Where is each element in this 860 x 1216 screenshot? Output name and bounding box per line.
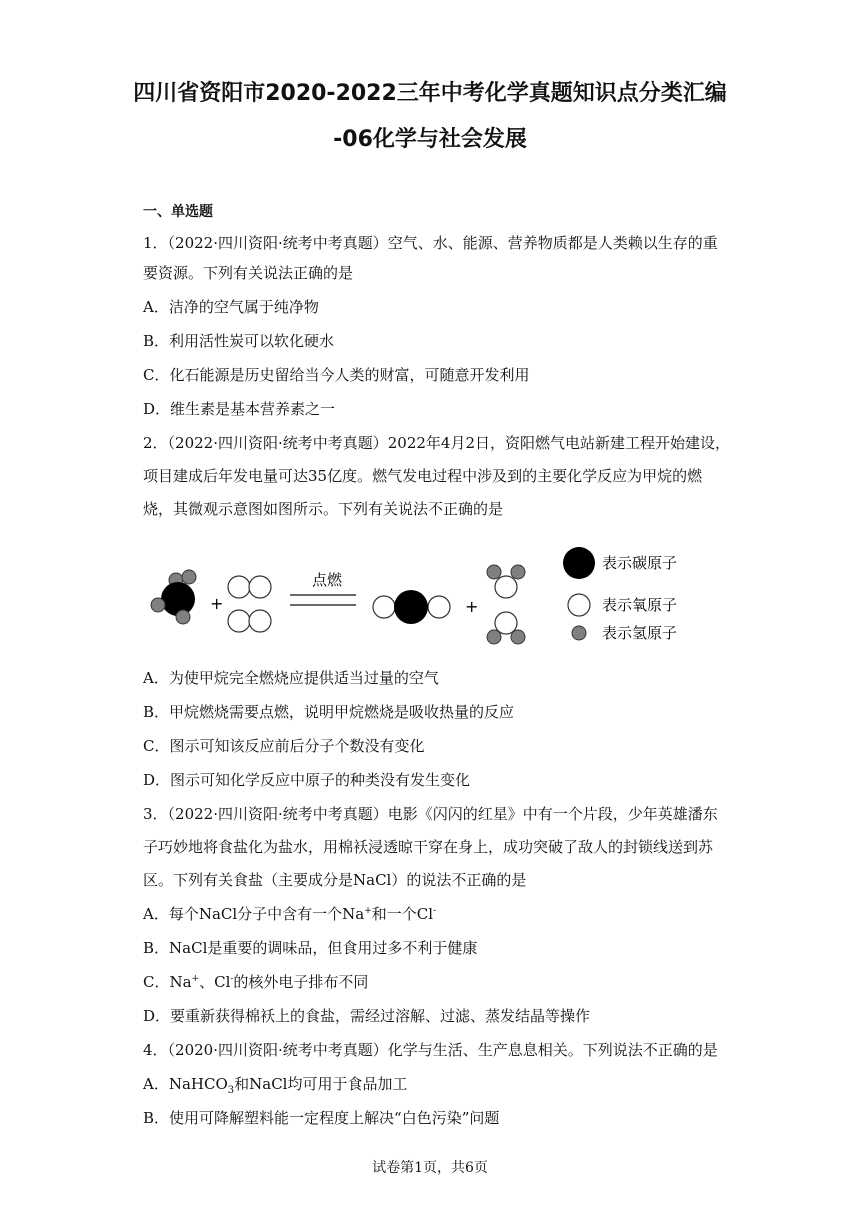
plus-sign-2: +	[465, 597, 479, 616]
q3-option-a-text: A．每个NaCl分子中含有一个Na	[143, 905, 365, 923]
q1-stem-line2: 要资源。下列有关说法正确的是	[143, 264, 354, 282]
oxygen-atom	[228, 610, 250, 632]
plus-sign-1: +	[210, 594, 224, 613]
legend-oxygen-swatch	[568, 594, 590, 616]
oxygen-atom	[428, 596, 450, 618]
q3-option-c-text-2: 、Cl	[199, 973, 231, 991]
hydrogen-atom	[151, 598, 165, 612]
sodium-ion-charge: +	[191, 974, 200, 984]
reaction-condition: 点燃	[312, 571, 343, 589]
page-footer: 试卷第1页，共6页	[372, 1160, 488, 1176]
q2-stem-line2: 项目建成后年发电量可达35亿度。燃气发电过程中涉及到的主要化学反应为甲烷的燃	[143, 467, 703, 485]
q3-stem-line3: 区。下列有关食盐（主要成分是NaCl）的说法不正确的是	[143, 871, 527, 889]
legend-hydrogen-swatch	[572, 626, 586, 640]
hydrogen-atom	[487, 630, 501, 644]
q2-option-a: A．为使甲烷完全燃烧应提供适当过量的空气	[143, 669, 439, 687]
oxygen-atom	[495, 576, 517, 598]
oxygen-molecules	[228, 576, 271, 632]
q4-option-a-text: A．NaHCO	[143, 1075, 228, 1093]
q2-stem-line3: 烧，其微观示意图如图所示。下列有关说法不正确的是	[143, 500, 504, 518]
q1-option-b: B．利用活性炭可以软化硬水	[143, 332, 335, 350]
q4-stem-line1: 4．（2020·四川资阳·统考中考真题）化学与生活、生产息息相关。下列说法不正确的是	[143, 1041, 718, 1059]
oxygen-atom	[373, 596, 395, 618]
q3-option-a-text-2: 和一个Cl	[371, 905, 434, 923]
q2-option-c: C．图示可知该反应前后分子个数没有变化	[143, 737, 425, 755]
q3-option-d: D．要重新获得棉袄上的食盐，需经过溶解、过滤、蒸发结晶等操作	[143, 1007, 591, 1025]
legend-carbon-label: 表示碳原子	[602, 554, 678, 572]
page-title-line1: 四川省资阳市2020-2022三年中考化学真题知识点分类汇编	[133, 81, 727, 106]
legend	[563, 547, 677, 642]
carbon-dioxide-molecule	[373, 590, 450, 624]
subscript-3: 3	[227, 1085, 235, 1096]
oxygen-atom	[249, 576, 271, 598]
q1-stem-line1: 1．（2022·四川资阳·统考中考真题）空气、水、能源、营养物质都是人类赖以生存的重	[143, 234, 718, 252]
legend-hydrogen-label: 表示氢原子	[602, 624, 678, 642]
reaction-diagram	[140, 535, 720, 655]
hydrogen-atom	[176, 610, 190, 624]
q4-option-a	[143, 1074, 407, 1094]
hydrogen-atom	[511, 630, 525, 644]
carbon-atom	[394, 590, 428, 624]
water-molecule-2	[487, 612, 525, 644]
page-title-line2: -06化学与社会发展	[333, 127, 527, 152]
q3-option-b: B．NaCl是重要的调味品，但食用过多不利于健康	[143, 939, 478, 957]
hydrogen-atom	[511, 565, 525, 579]
chloride-ion-charge: -	[433, 906, 437, 916]
q3-stem-line2: 子巧妙地将食盐化为盐水，用棉袄浸透晾干穿在身上，成功突破了敌人的封锁线送到苏	[143, 838, 714, 856]
oxygen-atom	[228, 576, 250, 598]
carbon-atom	[161, 582, 195, 616]
section-heading: 一、单选题	[143, 204, 213, 220]
oxygen-atom	[495, 612, 517, 634]
oxygen-atom	[249, 610, 271, 632]
methane-molecule	[151, 570, 196, 624]
legend-carbon-swatch	[563, 547, 595, 579]
q3-option-c	[143, 972, 368, 992]
hydrogen-atom	[487, 565, 501, 579]
q2-option-b: B．甲烷燃烧需要点燃，说明甲烷燃烧是吸收热量的反应	[143, 703, 515, 721]
q4-option-b: B．使用可降解塑料能一定程度上解决“白色污染”问题	[143, 1109, 500, 1127]
q1-option-d: D．维生素是基本营养素之一	[143, 400, 336, 418]
water-molecule-1	[487, 565, 525, 598]
q1-option-a: A．洁净的空气属于纯净物	[143, 298, 319, 316]
q3-option-c-text: C．Na	[143, 973, 192, 991]
q3-stem-line1: 3．（2022·四川资阳·统考中考真题）电影《闪闪的红星》中有一个片段，少年英雄潘东	[143, 805, 718, 823]
q2-option-d: D．图示可知化学反应中原子的种类没有发生变化	[143, 771, 471, 789]
sodium-ion-charge: +	[364, 906, 372, 916]
q3-option-c-text-3: 的核外电子排布不同	[233, 973, 369, 991]
q4-option-a-text-2: 和NaCl均可用于食品加工	[234, 1075, 408, 1093]
chloride-ion-charge: -	[230, 974, 234, 984]
q1-option-c: C．化石能源是历史留给当今人类的财富，可随意开发利用	[143, 366, 530, 384]
q3-option-a	[143, 904, 436, 924]
q2-stem-line1: 2．（2022·四川资阳·统考中考真题）2022年4月2日，资阳燃气电站新建工程开始建设，	[143, 434, 731, 452]
legend-oxygen-label: 表示氧原子	[602, 596, 678, 614]
hydrogen-atom	[182, 570, 196, 584]
